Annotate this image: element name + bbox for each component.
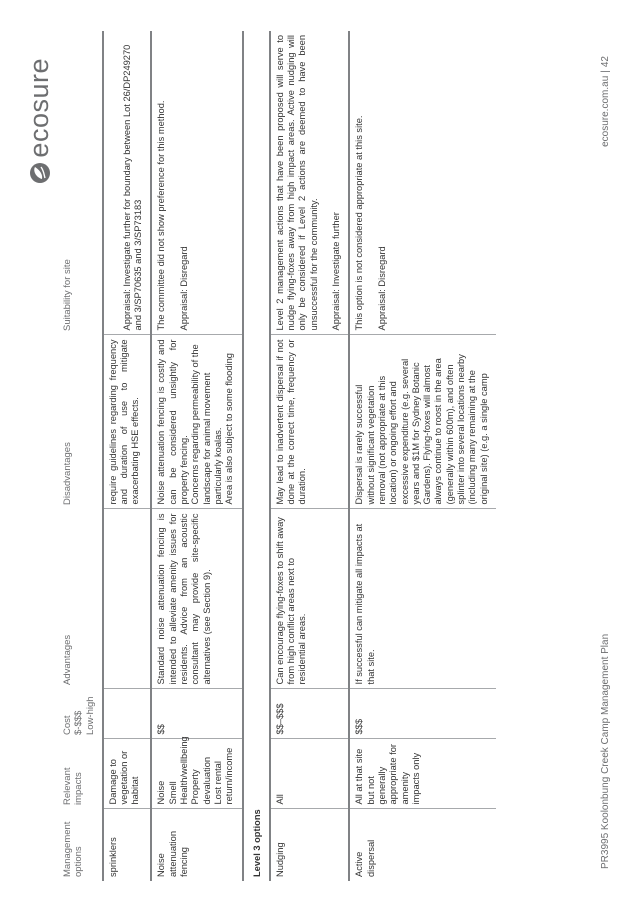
impact-item: Lost rental return/income [212, 747, 235, 805]
suitability-note: Level 2 management actions that have been proposed will serve to nudge flying-foxes away from high impact areas. Active nudging will only be considered if Level 2 actions are deemed to have been unsuccessful for the community. [274, 35, 319, 331]
logo-text: ecosure [24, 58, 54, 158]
cell-suitability [349, 31, 496, 335]
ecosure-logo [24, 58, 55, 184]
section-heading-row [243, 31, 270, 881]
cell-disadvantages [151, 335, 242, 509]
disadvantage-paragraph: Area is also subject to some flooding [224, 353, 235, 505]
cell-disadvantages: require guidelines regarding frequency and duration of use to mitigate exacerbating HSE effects. [103, 335, 152, 509]
cell-option: Active dispersal [349, 809, 496, 881]
disadvantage-line: always continue to roost in the area [433, 358, 444, 505]
cell-suitability [270, 31, 349, 335]
management-options-table [56, 31, 496, 881]
disadvantage-line: Dispersal is rarely successful [354, 384, 365, 505]
cell-impacts: All at that site but not generally appropriate for amenity impacts only [349, 739, 496, 809]
footer-page-info [600, 56, 611, 147]
cell-advantages [103, 509, 152, 689]
level-3-heading: Level 3 options [243, 31, 270, 881]
header-suitability: Suitability for site [56, 31, 103, 335]
table-row-noise-attenuation [151, 31, 242, 881]
disadvantage-line: without significant vegetation [365, 385, 376, 505]
suitability-note: The committee did not show preference for this method. [156, 100, 167, 331]
disadvantage-paragraph: Noise attenuation fencing is costly and can be considered unsightly for property fencing. [156, 339, 190, 505]
disadvantage-line: original site) (e.g. a single camp [478, 373, 489, 505]
page-number: 42 [600, 56, 611, 68]
cell-option: sprinklers [103, 809, 152, 881]
cell-cost: $$–$$$ [270, 689, 349, 739]
disadvantage-line: location) or ongoing effort and [388, 381, 399, 505]
header-disadvantages: Disadvantages [56, 335, 103, 509]
disadvantage-line: excessive expenditure (e.g. several [399, 358, 410, 505]
footer-document-title: PR3995 Koolonbung Creek Camp Management Plan [600, 633, 611, 869]
disadvantage-line: Gardens). Flying-foxes will almost [422, 365, 433, 505]
footer-website: ecosure.com.au [600, 75, 611, 147]
header-management-options: Management options [56, 809, 103, 881]
cell-option: Noise attenuation fencing [151, 809, 242, 881]
header-advantages: Advantages [56, 509, 103, 689]
cell-advantages: If successful can mitigate all impacts at that site. [349, 509, 496, 689]
cell-cost: $$$ [349, 689, 496, 739]
cell-impacts: Damage to vegetation or habitat [103, 739, 152, 809]
impact-item: Smell [167, 781, 178, 805]
header-cost-line: Cost [62, 715, 73, 735]
disadvantage-line: years and $1M for Sydney Botanic [410, 362, 421, 505]
header-cost-line: Low-high [84, 696, 96, 735]
cell-impacts: All [270, 739, 349, 809]
disadvantage-line: (including many remaining at the [467, 370, 478, 505]
suitability-appraisal: Appraisal: Disregard [376, 246, 387, 331]
cell-suitability [151, 31, 242, 335]
disadvantage-paragraph: Concerns regarding permeability of the landscape for animal movement particularly koalas. [190, 344, 223, 505]
header-cost [56, 689, 103, 739]
impact-item: Noise [156, 780, 167, 805]
suitability-note: This option is not considered appropriate at this site. [354, 115, 365, 331]
cell-option: Nudging [270, 809, 349, 881]
suitability-appraisal: Appraisal: Investigate further [331, 212, 342, 331]
disadvantage-line: splinter into several locations nearby [456, 354, 467, 505]
disadvantage-line: (generally within 600m), and often [444, 364, 455, 505]
cell-disadvantages [349, 335, 496, 509]
cell-advantages: Standard noise attenuation fencing is intended to alleviate amenity issues for residents. Advice from an acoustic consultant may provide site-specific alternatives (see Section 9). [151, 509, 242, 689]
table-header-row [56, 31, 103, 881]
cell-cost: $$ [151, 689, 242, 739]
header-cost-line: $-$$$ [73, 710, 85, 735]
table-row-sprinklers [103, 31, 152, 881]
footer-separator: | [600, 70, 611, 73]
cell-suitability: Appraisal: Investigate further for boundary between Lot 26/DP249270 and 3/SP70635 and 3/SP73183 [103, 31, 152, 335]
ecosure-leaf-icon [29, 162, 51, 184]
table-row-nudging [270, 31, 349, 881]
impact-item: Property devaluation [190, 756, 212, 805]
table-row-active-dispersal [349, 31, 496, 881]
suitability-appraisal: Appraisal: Disregard [178, 246, 189, 331]
cell-impacts [151, 736, 242, 809]
cell-advantages: Can encourage flying-foxes to shift away from high conflict areas next to residential areas. [270, 509, 349, 689]
disadvantage-line: removal (not appropriate at this [376, 375, 387, 505]
impact-item: Health/wellbeing [179, 736, 190, 805]
header-relevant-impacts: Relevant impacts [56, 739, 103, 809]
cell-disadvantages: May lead to inadvertent dispersal if not done at the correct time, frequency or duration. [270, 335, 349, 509]
cell-cost [103, 689, 152, 739]
